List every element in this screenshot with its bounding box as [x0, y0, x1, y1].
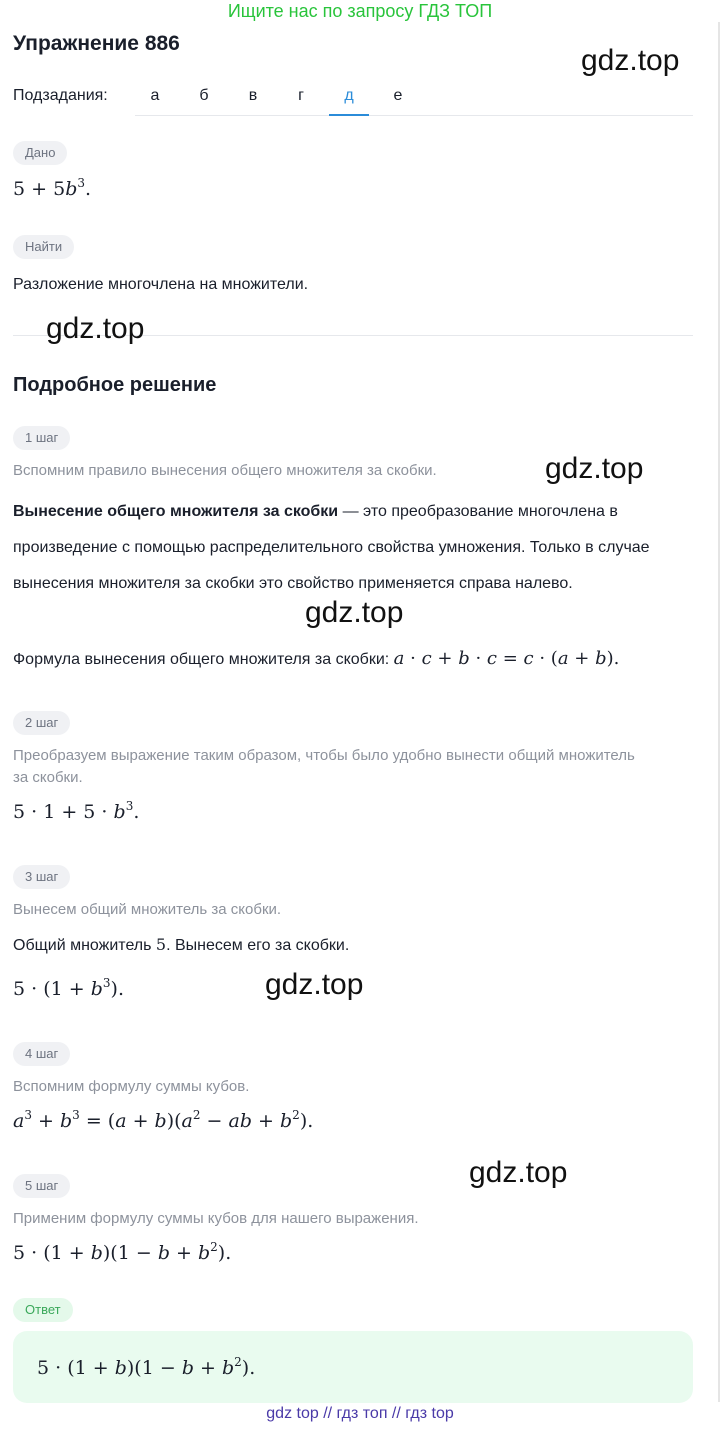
page-title: Упражнение 886	[13, 32, 180, 55]
step-3-badge: 3 шаг	[13, 865, 70, 889]
given-expression: $5 + 5b^3$.	[13, 176, 92, 200]
step-2-hint: Преобразуем выражение таким образом, чтобы было удобно вынести общий множитель за скобки.	[13, 747, 635, 786]
step-3-expression: $5 \cdot (1 + b^3)$.	[13, 976, 124, 1000]
step-5-badge: 5 шаг	[13, 1174, 70, 1198]
subtask-tab-e[interactable]: е	[393, 87, 403, 104]
answer-badge: Ответ	[13, 1298, 73, 1322]
step-4-hint: Вспомним формулу суммы кубов.	[13, 1078, 250, 1095]
step-1-definition: — это преобразование многочлена в произведение с помощью распределительного свойства умножения. Только в случае вынесения множителя за скобки это свойство применяется справа налево.	[13, 503, 650, 592]
subtask-tab-a[interactable]: а	[150, 87, 160, 104]
find-text: Разложение многочлена на множители.	[13, 276, 309, 293]
step-1-badge: 1 шаг	[13, 426, 70, 450]
subtask-tab-g[interactable]: г	[298, 87, 304, 104]
step-5-expression: $5 \cdot (1 + b)(1 - b + b^2)$.	[13, 1240, 232, 1264]
given-badge: Дано	[13, 141, 67, 165]
watermark: gdz.top	[581, 44, 680, 77]
step-5-hint: Применим формулу суммы кубов для нашего выражения.	[13, 1210, 419, 1227]
step-3-hint: Вынесем общий множитель за скобки.	[13, 901, 282, 918]
watermark: gdz.top	[469, 1156, 568, 1189]
subtasks-row	[13, 86, 693, 116]
subtask-tab-v[interactable]: в	[248, 87, 258, 104]
footer-links[interactable]: gdz top // гдз топ // гдз top	[266, 1405, 454, 1422]
answer-expression: $5 \cdot (1 + b)(1 - b + b^2)$.	[37, 1355, 256, 1379]
subtasks-tabs	[135, 86, 693, 116]
step-1-hint: Вспомним правило вынесения общего множителя за скобки.	[13, 462, 437, 479]
sum-of-cubes-formula: $a^3 + b^3 = (a + b)(a^2$ − ab + $b^2$).	[13, 1108, 314, 1132]
step-1-formula	[13, 648, 619, 669]
watermark: gdz.top	[305, 596, 404, 629]
distributive-formula: a · c + b · c = c · (a + b).	[393, 648, 620, 669]
step-1-term: Вынесение общего множителя за скобки	[13, 503, 339, 520]
answer-box	[13, 1331, 693, 1403]
watermark: gdz.top	[46, 312, 145, 345]
step-2-badge: 2 шаг	[13, 711, 70, 735]
watermark: gdz.top	[545, 452, 644, 485]
subtasks-label: Подзадания:	[13, 87, 108, 104]
solution-title: Подробное решение	[13, 374, 217, 396]
find-badge: Найти	[13, 235, 74, 259]
step-2-expression: $5 \cdot 1 + 5 \cdot b^3$.	[13, 799, 140, 823]
subtask-tab-d[interactable]: д	[329, 86, 369, 116]
subtask-tab-b[interactable]: б	[199, 87, 209, 104]
promo-banner: Ищите нас по запросу ГДЗ ТОП	[227, 1, 493, 21]
step-4-badge: 4 шаг	[13, 1042, 70, 1066]
step-1-paragraph	[13, 494, 703, 602]
step-3-text: Общий множитель 5. Вынесем его за скобки.	[13, 935, 350, 954]
step-1-formula-label: Формула вынесения общего множителя за скобки:	[13, 651, 394, 668]
watermark: gdz.top	[265, 968, 364, 1001]
